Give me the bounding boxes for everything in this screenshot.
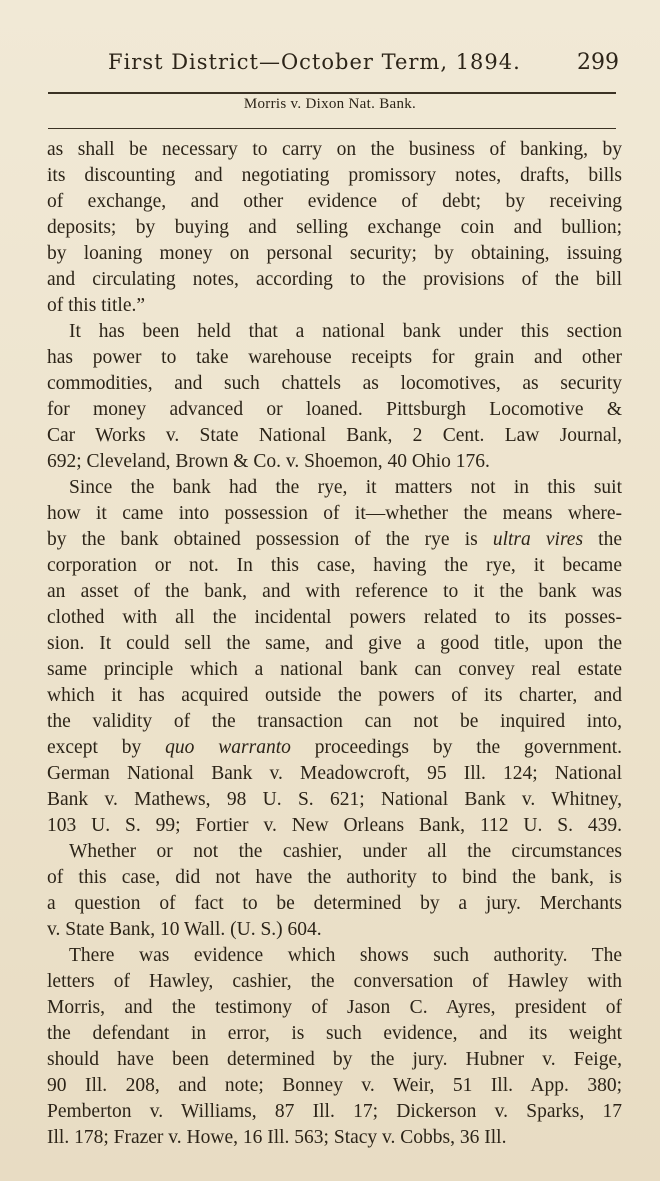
text-line: clothed with all the incidental powers related to its posses- [47,607,622,628]
text-line: the validity of the transaction can not be inquired into, [47,711,622,732]
text-line: its discounting and negotiating promissory notes, drafts, bills [47,165,622,186]
header-rule-top [48,92,616,94]
text-line: 103 U. S. 99; Fortier v. New Orleans Bank, 112 U. S. 439. [47,815,622,836]
text-line: by loaning money on personal security; by obtaining, issuing [47,243,622,264]
text-line: of this title.” [47,295,146,316]
text-line: a question of fact to be determined by a jury. Merchants [47,893,622,914]
text-line: German National Bank v. Meadowcroft, 95 Ill. 124; National [47,763,622,784]
text-segment: by the bank obtained possession of the rye is [47,529,493,550]
text-segment: proceedings by the government. [290,737,622,758]
text-line: an asset of the bank, and with reference to it the bank was [47,581,622,602]
text-line: and circulating notes, according to the provisions of the bill [47,269,622,290]
running-head [0,50,660,84]
text-line: letters of Hawley, cashier, the conversation of Hawley with [47,971,622,992]
text-line: Bank v. Mathews, 98 U. S. 621; National Bank v. Whitney, [47,789,622,810]
text-line: corporation or not. In this case, having the rye, it became [47,555,622,576]
italic-term: quo warranto [165,737,291,758]
header-rule-bottom [48,128,616,129]
text-line: Pemberton v. Williams, 87 Ill. 17; Dickerson v. Sparks, 17 [47,1101,622,1122]
text-line: Ill. 178; Frazer v. Howe, 16 Ill. 563; Stacy v. Cobbs, 36 Ill. [47,1127,507,1148]
body-text [47,137,622,1151]
text-line: the defendant in error, is such evidence, and its weight [47,1023,622,1044]
text-line: how it came into possession of it—whether the means where- [47,503,622,524]
text-line: has power to take warehouse receipts for grain and other [47,347,622,368]
text-line: sion. It could sell the same, and give a good title, upon the [47,633,622,654]
running-title: First District—October Term, 1894. [108,50,521,74]
text-line: which it has acquired outside the powers of its charter, and [47,685,622,706]
text-line [47,527,622,553]
text-line: It has been held that a national bank under this section [69,321,622,342]
text-line: Whether or not the cashier, under all the circumstances [69,841,622,862]
text-line: same principle which a national bank can convey real estate [47,659,622,680]
text-line: of exchange, and other evidence of debt; by receiving [47,191,622,212]
text-line: commodities, and such chattels as locomotives, as security [47,373,622,394]
text-line: should have been determined by the jury. Hubner v. Feige, [47,1049,622,1070]
text-line: v. State Bank, 10 Wall. (U. S.) 604. [47,919,322,940]
text-line: deposits; by buying and selling exchange coin and bullion; [47,217,622,238]
text-line: Since the bank had the rye, it matters not in this suit [69,477,622,498]
text-line: for money advanced or loaned. Pittsburgh Locomotive & [47,399,622,420]
text-line: 692; Cleveland, Brown & Co. v. Shoemon, 40 Ohio 176. [47,451,490,472]
text-line: Car Works v. State National Bank, 2 Cent. Law Journal, [47,425,622,446]
text-segment: except by [47,737,166,758]
text-line: There was evidence which shows such authority. The [69,945,622,966]
text-line: Morris, and the testimony of Jason C. Ayres, president of [47,997,622,1018]
case-title: Morris v. Dixon Nat. Bank. [243,96,417,112]
page-number: 299 [577,50,619,75]
text-line: 90 Ill. 208, and note; Bonney v. Weir, 51 Ill. App. 380; [47,1075,622,1096]
text-line: as shall be necessary to carry on the business of banking, by [47,139,622,160]
text-line: of this case, did not have the authority to bind the bank, is [47,867,622,888]
italic-term: ultra vires [492,529,584,550]
text-segment: the [583,529,623,550]
text-line [47,735,622,761]
